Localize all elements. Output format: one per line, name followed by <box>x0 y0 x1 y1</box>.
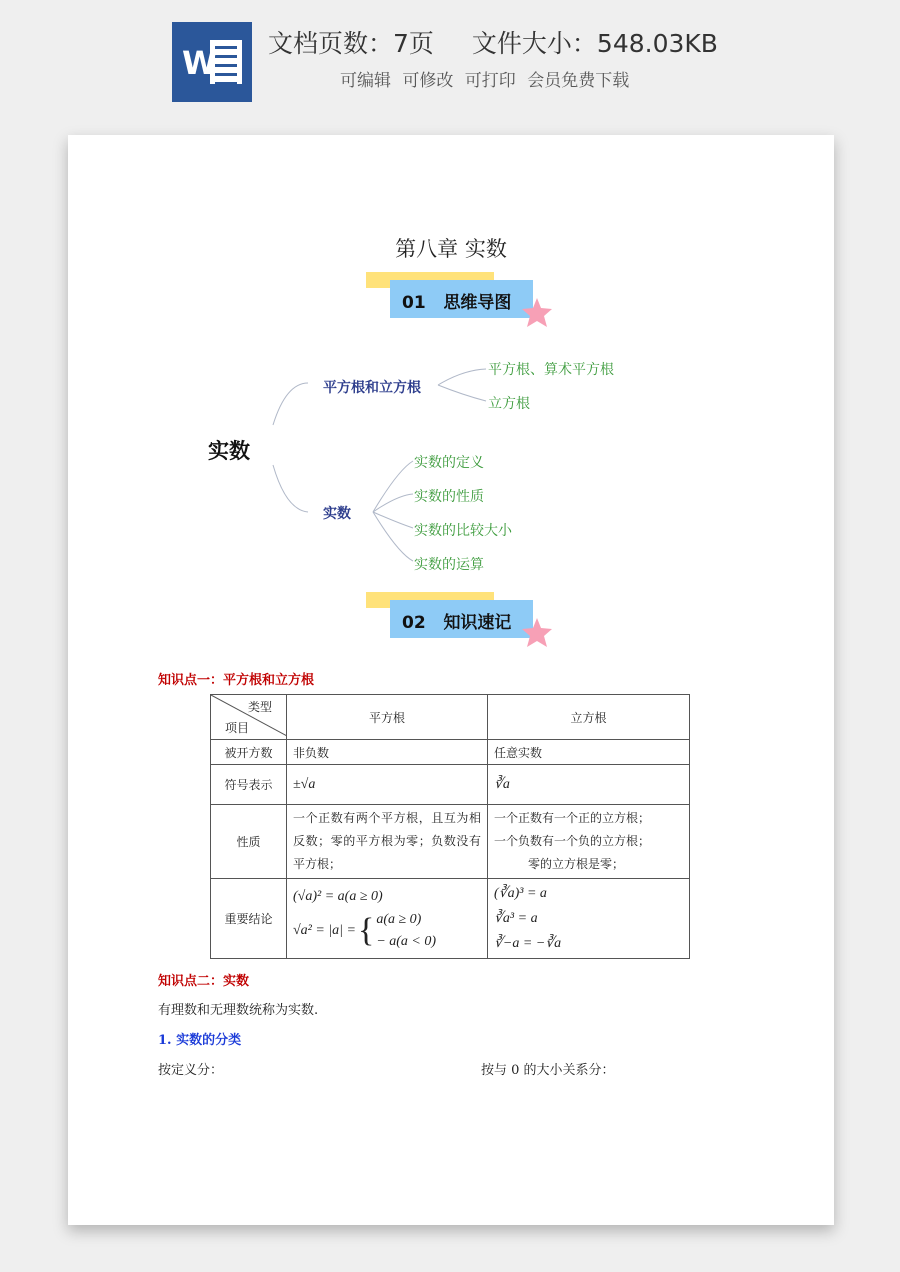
roots-comparison-table <box>210 694 690 959</box>
table-row <box>211 805 690 879</box>
table-header-cell: 立方根 <box>488 695 690 740</box>
brace-icon: { <box>357 911 375 949</box>
file-info <box>268 24 756 60</box>
section-title: 知识速记 <box>443 613 512 633</box>
mind-map-leaf: 实数的运算 <box>414 557 484 573</box>
feature-list: 可编辑 可修改 可打印 会员免费下载 <box>340 71 630 91</box>
corner-top-label: 类型 <box>247 700 272 714</box>
word-doc-icon: W <box>172 22 252 102</box>
table-row-label: 符号表示 <box>211 765 287 805</box>
cell-line: 一个正数有一个正的立方根； <box>494 811 651 825</box>
section-header-notes <box>366 592 556 656</box>
section-number: 02 <box>402 613 426 633</box>
subheading-classification: 1. 实数的分类 <box>158 1033 242 1048</box>
formula: √a² = |a| = <box>293 922 356 938</box>
table-cell: 任意实数 <box>488 740 690 765</box>
cell-line: 一个负数有一个负的立方根； <box>494 834 651 848</box>
table-cell: ∛a <box>488 765 690 805</box>
mind-map <box>68 355 834 585</box>
star-icon <box>520 616 554 650</box>
download-header <box>0 0 900 122</box>
table-cell <box>488 879 690 959</box>
page-count: 文档页数：7页 <box>268 29 434 58</box>
by-definition-label: 按定义分： <box>158 1063 224 1078</box>
table-cell: 非负数 <box>287 740 488 765</box>
formula-piecewise <box>293 909 481 953</box>
mind-map-branch-real: 实数 <box>323 506 351 522</box>
formula-case: a(a ≥ 0) <box>376 911 422 927</box>
section-title: 思维导图 <box>443 293 512 313</box>
chapter-title: 第八章 实数 <box>395 237 507 261</box>
table-row <box>211 740 690 765</box>
formula: ∛−a = −∛a <box>494 936 562 951</box>
cell-line: 零的立方根是零； <box>528 857 625 871</box>
table-cell <box>287 879 488 959</box>
table-row <box>211 765 690 805</box>
formula-case: − a(a < 0) <box>376 933 437 949</box>
table-cell <box>488 805 690 879</box>
formula: (∛a)³ = a <box>494 886 547 901</box>
file-size: 文件大小：548.03KB <box>471 29 718 58</box>
definition-text: 有理数和无理数统称为实数. <box>158 1003 319 1018</box>
table-cell: ±√a <box>287 765 488 805</box>
mind-map-leaf: 实数的比较大小 <box>414 523 512 539</box>
formula: ∛a³ = a <box>494 911 538 926</box>
table-row-label: 被开方数 <box>211 740 287 765</box>
knowledge-point-1-title: 知识点一：平方根和立方根 <box>158 673 315 688</box>
section-header-mindmap <box>366 272 556 336</box>
table-header-cell: 平方根 <box>287 695 488 740</box>
knowledge-point-2-title: 知识点二：实数 <box>158 974 250 989</box>
corner-bottom-label: 项目 <box>225 721 250 735</box>
table-row <box>211 879 690 959</box>
formula: (√a)² = a(a ≥ 0) <box>293 888 383 904</box>
mind-map-root: 实数 <box>208 439 250 463</box>
table-corner-cell <box>211 695 287 740</box>
by-size-label: 按与 0 的大小关系分： <box>481 1063 615 1078</box>
table-row <box>211 695 690 740</box>
mind-map-leaf: 实数的定义 <box>414 455 484 471</box>
document-page <box>68 135 834 1225</box>
mind-map-leaf: 实数的性质 <box>414 489 484 505</box>
table-row-label: 性质 <box>211 805 287 879</box>
table-row-label: 重要结论 <box>211 879 287 959</box>
mind-map-leaf: 立方根 <box>488 396 530 412</box>
star-icon <box>520 296 554 330</box>
mind-map-leaf: 平方根、算术平方根 <box>488 362 614 378</box>
mind-map-branch-roots: 平方根和立方根 <box>323 380 421 396</box>
table-cell: 一个正数有两个平方根，且互为相反数；零的平方根为零；负数没有平方根； <box>287 805 488 879</box>
section-number: 01 <box>402 293 426 313</box>
